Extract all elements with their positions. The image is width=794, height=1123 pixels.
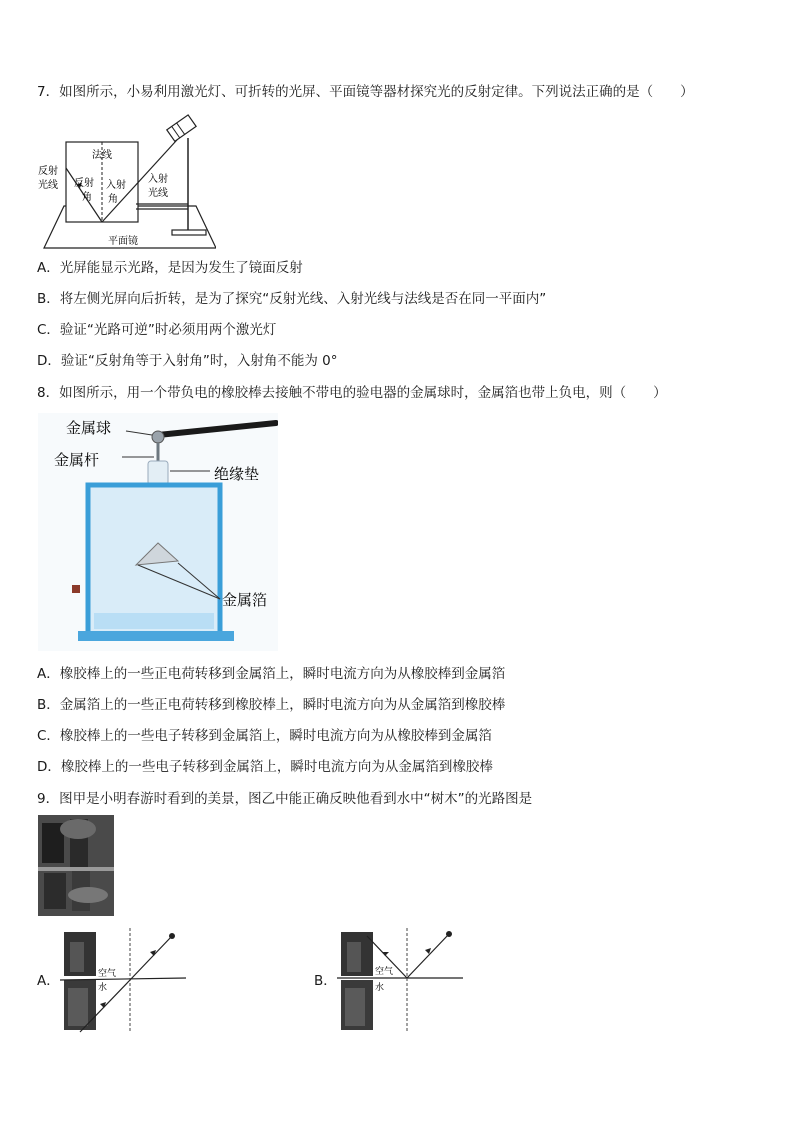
incident-angle-label-1: 入射 — [106, 180, 126, 191]
q9-b-air-label: 空气 — [375, 967, 394, 977]
q9-option-b-diagram[interactable] — [337, 928, 467, 1034]
insulating-pad-label: 绝缘垫 — [214, 465, 260, 483]
incident-ray-label-1: 入射 — [148, 174, 168, 185]
metal-rod-label: 金属杆 — [54, 451, 100, 469]
q9-option-a-diagram[interactable] — [60, 928, 190, 1034]
q8-option-a[interactable]: A．橡胶棒上的一些正电荷转移到金属箔上，瞬时电流方向为从橡胶棒到金属箔 — [37, 666, 506, 682]
q9-scenery-photo — [38, 815, 114, 916]
q8-electroscope-figure — [38, 413, 278, 651]
reflected-ray-label-2: 光线 — [38, 180, 58, 191]
q7-option-b[interactable]: B．将左侧光屏向后折转，是为了探究“反射光线、入射光线与法线是否在同一平面内” — [37, 291, 547, 307]
q9-option-b-label[interactable]: B． — [314, 973, 337, 989]
q7-option-a[interactable]: A．光屏能显示光路，是因为发生了镜面反射 — [37, 260, 303, 276]
normal-label: 法线 — [92, 150, 112, 161]
mirror-label: 平面镜 — [108, 236, 138, 247]
q9-b-water-label: 水 — [375, 983, 385, 993]
q9-a-air-label: 空气 — [98, 969, 117, 979]
q9-option-a-label[interactable]: A． — [37, 973, 60, 989]
incident-angle-label-2: 角 — [108, 194, 118, 205]
q9-stem: 9．图甲是小明春游时看到的美景，图乙中能正确反映他看到水中“树木”的光路图是 — [37, 791, 533, 807]
metal-foil-label: 金属箔 — [222, 591, 268, 609]
q7-stem: 7．如图所示，小易利用激光灯、可折转的光屏、平面镜等器材探究光的反射定律。下列说法正确的是（ ） — [37, 84, 694, 100]
q8-stem: 8．如图所示，用一个带负电的橡胶棒去接触不带电的验电器的金属球时，金属箔也带上负电，则（ ） — [37, 385, 667, 401]
q7-option-c[interactable]: C．验证“光路可逆”时必须用两个激光灯 — [37, 322, 277, 338]
q8-option-c[interactable]: C．橡胶棒上的一些电子转移到金属箔上，瞬时电流方向为从橡胶棒到金属箔 — [37, 728, 492, 744]
reflected-ray-label-1: 反射 — [38, 166, 58, 177]
reflect-angle-label-2: 角 — [82, 192, 92, 203]
q7-reflection-apparatus-figure — [36, 108, 216, 253]
q9-a-water-label: 水 — [98, 983, 108, 993]
incident-ray-label-2: 光线 — [148, 188, 168, 199]
q8-option-b[interactable]: B．金属箔上的一些正电荷转移到橡胶棒上，瞬时电流方向为从金属箔到橡胶棒 — [37, 697, 506, 713]
metal-ball — [152, 431, 164, 443]
q8-option-d[interactable]: D．橡胶棒上的一些电子转移到金属箔上，瞬时电流方向为从金属箔到橡胶棒 — [37, 759, 493, 775]
reflect-angle-label-1: 反射 — [74, 178, 94, 189]
metal-ball-label: 金属球 — [66, 419, 112, 437]
q7-option-d[interactable]: D．验证“反射角等于入射角”时，入射角不能为 0° — [37, 353, 338, 369]
